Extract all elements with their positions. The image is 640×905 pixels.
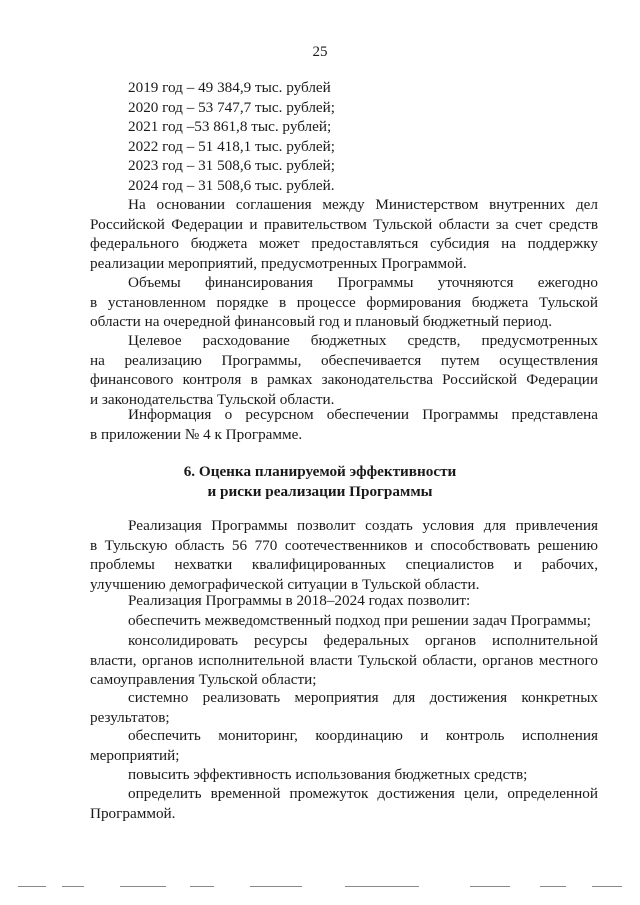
scan-artifact <box>592 886 622 887</box>
paragraph-target <box>90 331 598 409</box>
item-systematic <box>90 688 598 727</box>
item-interagency <box>90 611 598 631</box>
paragraph-implementation <box>90 516 598 594</box>
paragraph-line: результатов; <box>90 708 170 726</box>
paragraph-line: системно реализовать мероприятия для достижения конкретных <box>128 689 598 706</box>
paragraph-line: определить временной промежуток достижения цели, определенной <box>128 785 598 802</box>
scan-artifact <box>190 886 214 887</box>
paragraph-line: консолидировать ресурсы федеральных органов исполнительной <box>128 632 598 649</box>
paragraph-line: Реализация Программы позволит создать условия для привлечения <box>128 517 598 534</box>
scan-artifact <box>470 886 510 887</box>
paragraph-info <box>90 405 598 444</box>
paragraph-line: в приложении № 4 к Программе. <box>90 425 303 443</box>
funding-year-2022: 2022 год – 51 418,1 тыс. рублей; <box>128 137 336 155</box>
scan-artifact <box>345 886 419 887</box>
paragraph-line: улучшению демографической ситуации в Тульской области. <box>90 575 480 593</box>
paragraph-line: обеспечить межведомственный подход при решении задач Программы; <box>128 612 591 629</box>
item-consolidate <box>90 631 598 690</box>
item-timeframe <box>90 784 598 823</box>
paragraph-line: власти, органов исполнительной власти Тульской области, органов местного <box>90 651 598 669</box>
paragraph-line: Целевое расходование бюджетных средств, предусмотренных <box>128 332 598 349</box>
paragraph-line: Объемы финансирования Программы уточняются ежегодно <box>128 274 598 291</box>
paragraph-line: в установленном порядке в процессе формирования бюджета Тульской <box>90 293 598 311</box>
paragraph-volumes <box>90 273 598 332</box>
scan-artifact <box>540 886 566 887</box>
section-heading-line-2: и риски реализации Программы <box>207 482 433 500</box>
paragraph-line: Информация о ресурсном обеспечении Программы представлена <box>128 406 598 423</box>
paragraph-line: реализации мероприятий, предусмотренных Программой. <box>90 254 467 272</box>
paragraph-line: на реализацию Программы, обеспечивается путем осуществления <box>90 351 598 369</box>
funding-years-list <box>90 78 598 196</box>
funding-year-2021: 2021 год –53 861,8 тыс. рублей; <box>128 118 332 136</box>
paragraph-agreement <box>90 195 598 273</box>
paragraph-line: и законодательства Тульской области. <box>90 390 335 408</box>
paragraph-line: повысить эффективность использования бюджетных средств; <box>128 766 528 783</box>
item-efficiency <box>90 765 598 785</box>
page-number: 25 <box>312 44 328 60</box>
paragraph-line: самоуправления Тульской области; <box>90 671 317 689</box>
funding-year-2019: 2019 год – 49 384,9 тыс. рублей <box>128 79 331 96</box>
implementation-intro <box>90 591 598 611</box>
scan-artifact <box>18 886 46 887</box>
paragraph-line: мероприятий; <box>90 746 180 764</box>
scan-artifact <box>62 886 84 887</box>
scan-artifact <box>120 886 166 887</box>
paragraph-line: области на очередной финансовый год и плановый бюджетный период. <box>90 313 553 331</box>
paragraph-line: Программой. <box>90 804 176 822</box>
funding-year-2020: 2020 год – 53 747,7 тыс. рублей; <box>128 98 336 116</box>
scan-artifact <box>250 886 302 887</box>
funding-year-2024: 2024 год – 31 508,6 тыс. рублей. <box>128 176 335 194</box>
paragraph-line: федерального бюджета может предоставляться субсидия на поддержку <box>90 235 598 253</box>
item-monitoring <box>90 726 598 765</box>
section-heading <box>0 462 640 501</box>
paragraph-line: финансового контроля в рамках законодательства Российской Федерации <box>90 371 598 389</box>
paragraph-line: Российской Федерации и правительством Тульской области за счет средств <box>90 215 598 233</box>
paragraph-line: в Тульскую область 56 770 соотечественников и способствовать решению <box>90 536 598 554</box>
paragraph-line: обеспечить мониторинг, координацию и контроль исполнения <box>128 727 598 744</box>
funding-year-2023: 2023 год – 31 508,6 тыс. рублей; <box>128 157 336 175</box>
paragraph-line: На основании соглашения между Министерством внутренних дел <box>128 196 598 213</box>
section-heading-line-1: 6. Оценка планируемой эффективности <box>183 463 457 480</box>
paragraph-line: проблемы нехватки квалифицированных специалистов и рабочих, <box>90 556 598 574</box>
paragraph-line: Реализация Программы в 2018–2024 годах позволит: <box>128 592 471 609</box>
